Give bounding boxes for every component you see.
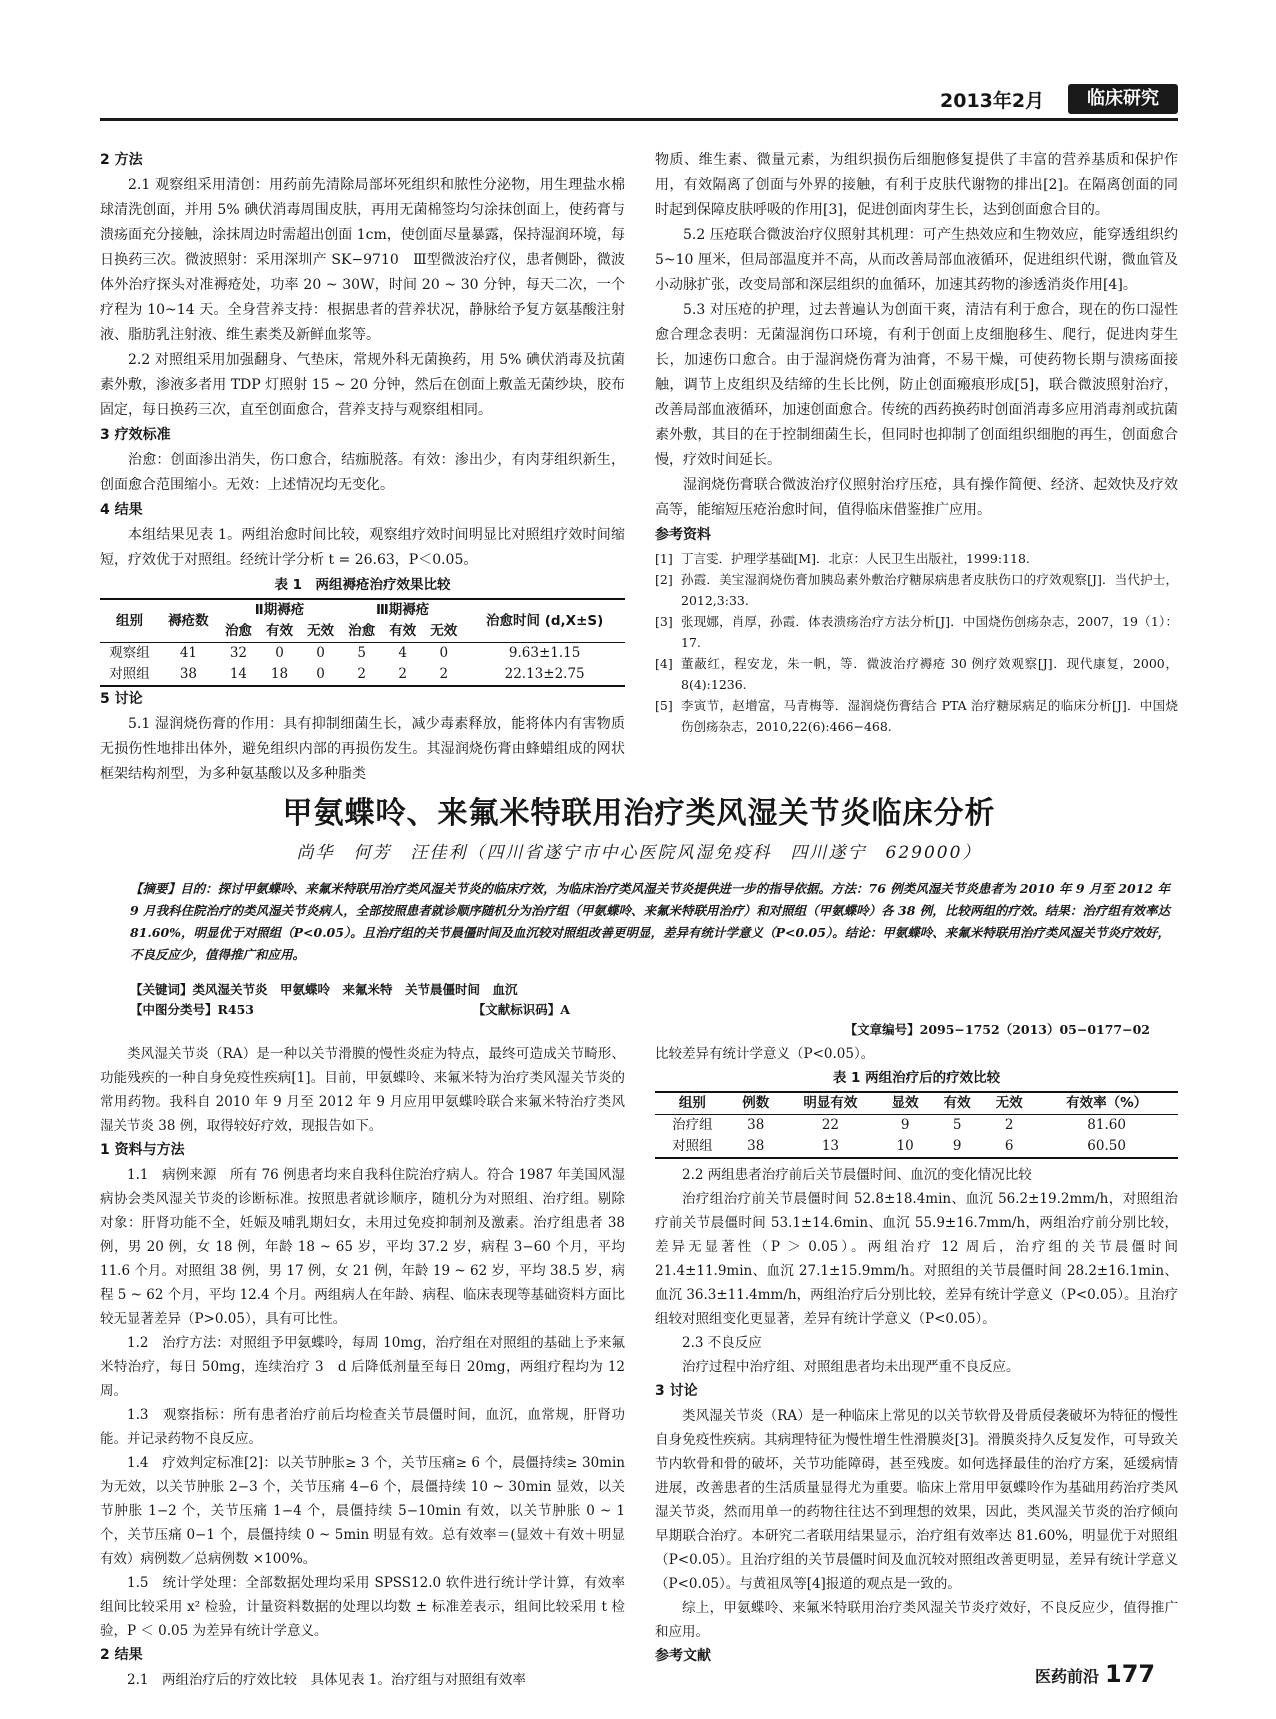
classification-line <box>130 1000 1170 1020</box>
table-header-cell: 有效 <box>266 623 293 639</box>
table-caption: 表 1 两组治疗后的疗效比较 <box>832 1070 1001 1086</box>
paragraph: 湿润烧伤膏联合微波治疗仪照射治疗压疮，具有操作简便、经济、起效快及疗效高等，能缩短压疮治愈时间，值得临床借鉴推广应用。 <box>655 477 1178 518</box>
table-cell: 81.60 <box>1035 1115 1178 1137</box>
section-heading: 3 疗效标准 <box>100 427 171 443</box>
paragraph: 1.5 统计学处理：全部数据处理均采用 SPSS12.0 软件进行统计学计算，有效率组间比较采用 x² 检验，计量资料数据的处理以均数 ± 标准差表示，组间比较采用 t 检验，P ＜ 0.05 为差异有统计学意义。 <box>100 1575 625 1639</box>
table-cell: 0 <box>259 643 300 665</box>
reference-item <box>655 653 1178 695</box>
subsection-heading: 2.3 不良反应 <box>682 1335 762 1351</box>
table-cell: 5 <box>341 643 382 665</box>
reference-item <box>655 695 1178 737</box>
table-header-cell: 褥疮数 <box>159 599 218 643</box>
table-header-cell: 组别 <box>655 1092 730 1115</box>
table-row <box>655 1115 1178 1137</box>
table-cell: 18 <box>259 664 300 686</box>
table-cell: 0 <box>300 664 341 686</box>
paragraph: 类风湿关节炎（RA）是一种临床上常见的以关节软骨及骨质侵袭破坏为特征的慢性自身免疫性疾病。其病理特征为慢性增生性滑膜炎[3]。滑膜炎持久反复发作，可导致关节内软骨和骨的破坏，关节功能障碍，甚至残废。如何选择最佳的治疗方案，延缓病情进展，改善患者的生活质量显得尤为重要。临床上常用甲氨蝶呤作为基础用药治疗类风湿关节炎，然而用单一的药物往往达不到理想的效果，因此，类风湿关节炎的治疗倾向早期联合治疗。本研究二者联用结果显示，治疗组有效率达 81.60%，明显优于对照组（P<0.05）。且治疗组的关节晨僵时间及血沉较对照组改善更明显，差异有统计学意义（P<0.05）。与黄祖凤等[4]报道的观点是一致的。 <box>655 1408 1178 1592</box>
efficacy-table <box>655 1091 1178 1159</box>
table-cell: 38 <box>730 1136 782 1158</box>
bedsore-results-table <box>100 598 625 687</box>
table-cell: 0 <box>423 643 464 665</box>
table-header-cell: 无效 <box>983 1092 1035 1115</box>
table-cell: 32 <box>218 643 259 665</box>
keywords: 【关键词】类风湿关节炎 甲氨蝶呤 来氟米特 关节晨僵时间 血沉 <box>130 982 518 997</box>
section-heading: 4 结果 <box>100 502 143 518</box>
table-cell: 对照组 <box>655 1136 730 1158</box>
paragraph: 2.2 对照组采用加强翻身、气垫床，常规外科无菌换药，用 5% 碘伏消毒及抗菌素外敷，渗液多者用 TDP 灯照射 15 ~ 20 分钟，然后在创面上敷盖无菌纱块，胶布固定，每日换药三次，直至创面愈合，营养支持与观察组相同。 <box>100 352 625 418</box>
table-cell: 5 <box>931 1115 983 1137</box>
issue-date: 2013年2月 <box>940 90 1045 112</box>
article-meta <box>130 980 1170 1037</box>
table-cell: 2 <box>423 664 464 686</box>
table-header-cell: 组别 <box>100 599 159 643</box>
page-footer <box>1035 1660 1155 1688</box>
section-badge: 临床研究 <box>1068 84 1178 114</box>
table-cell: 9 <box>931 1136 983 1158</box>
paragraph: 5.1 湿润烧伤膏的作用：具有抑制细菌生长，减少毒素释放，能将体内有害物质无损伤性地排出体外，避免组织内部的再损伤发生。其湿润烧伤膏由蜂蜡组成的网状框架结构剂型，为多种氨基酸以及多种脂类 <box>100 716 625 782</box>
table-cell: 41 <box>159 643 218 665</box>
reference-item <box>655 569 1178 611</box>
table-cell: 观察组 <box>100 643 159 665</box>
table-row <box>100 643 625 665</box>
reference-number: [4] <box>655 656 673 671</box>
table-caption: 表 1 两组褥疮治疗效果比较 <box>274 577 451 593</box>
table-cell: 治疗组 <box>655 1115 730 1137</box>
reference-number: [2] <box>655 572 673 587</box>
reference-number: [3] <box>655 614 673 629</box>
reference-item <box>655 611 1178 653</box>
reference-text: 李寅节，赵增富，马青梅等．湿润烧伤膏结合 PTA 治疗糖尿病足的临床分析[J]．中国烧伤创疡杂志，2010,22(6):466−468. <box>681 698 1178 734</box>
reference-number: [1] <box>655 551 673 566</box>
table-header-cell: 明显有效 <box>782 1092 879 1115</box>
journal-name: 医药前沿 <box>1035 1667 1100 1686</box>
table-cell: 4 <box>382 643 423 665</box>
paragraph: 5.2 压疮联合微波治疗仪照射其机理：可产生热效应和生物效应，能穿透组织约 5~10 厘米，但局部温度并不高，从而改善局部血液循环，促进组织代谢，微血管及小动脉扩张，改变局部和深层组织的血循环，加速其药物的渗透消炎作用[4]。 <box>655 227 1178 293</box>
references-heading: 参考文献 <box>655 1648 711 1664</box>
table-cell: 对照组 <box>100 664 159 686</box>
table-cell: 6 <box>983 1136 1035 1158</box>
paragraph: 物质、维生素、微量元素，为组织损伤后细胞修复提供了丰富的营养基质和保护作用，有效隔离了创面与外界的接触，有利于皮肤代谢物的排出[2]。在隔离创面的同时起到保障皮肤呼吸的作用[3]，促进创面肉芽生长，达到创面愈合目的。 <box>655 152 1178 218</box>
table-row <box>655 1136 1178 1158</box>
paragraph: 2.1 两组治疗后的疗效比较 具体见表 1。治疗组与对照组有效率 <box>127 1672 526 1688</box>
header-rule <box>100 118 1178 121</box>
paragraph: 1.2 治疗方法：对照组予甲氨蝶呤，每周 10mg，治疗组在对照组的基础上予来氟米特治疗，每日 50mg，连续治疗 3 d 后降低剂量至每日 20mg，两组疗程均为 12 周。 <box>100 1335 625 1399</box>
table-cell: 2 <box>341 664 382 686</box>
article-authors: 尚华 何芳 汪佳利（四川省遂宁市中心医院风湿免疫科 四川遂宁 629000） <box>296 843 982 863</box>
reference-item <box>655 548 1178 569</box>
paragraph: 综上，甲氨蝶呤、来氟米特联用治疗类风湿关节炎疗效好，不良反应少，值得推广和应用。 <box>655 1600 1178 1640</box>
table-cell: 9 <box>879 1115 931 1137</box>
section-heading: 3 讨论 <box>655 1383 698 1399</box>
reference-text: 张现娜，肖厚，孙霞．体表溃疡治疗方法分析[J]．中国烧伤创疡杂志，2007，19（1）：17. <box>681 614 1178 650</box>
table-cell: 22 <box>782 1115 879 1137</box>
paragraph: 1.4 疗效判定标准[2]：以关节肿胀≥ 3 个，关节压痛≥ 6 个，晨僵持续≥ 30min 为无效，以关节肿胀 2−3 个，关节压痛 4−6 个，晨僵持续 10 ~ 30min 显效，以关节肿胀 1−2 个，关节压痛 1−4 个，晨僵持续 5−10min 有效，以关节肿胀 0 ~ 1 个，关节压痛 0−1 个，晨僵持续 0 ~ 5min 明显有效。总有效率＝(显效＋有效＋明显有效）病例数／总病例数 ×100%。 <box>100 1455 625 1567</box>
table-cell: 38 <box>159 664 218 686</box>
prev-article-right-column <box>655 148 1178 737</box>
table-header-cell: 有效 <box>389 623 417 639</box>
table-cell: 9.63±1.15 <box>464 643 625 665</box>
table-cell: 13 <box>782 1136 879 1158</box>
table-header-cell: Ⅱ期褥疮 <box>218 599 341 621</box>
table-header-cell: 显效 <box>879 1092 931 1115</box>
reference-text: 董蔽红，程安龙，朱一帆，等．微波治疗褥疮 30 例疗效观察[J]．现代康复，2000，8(4):1236. <box>681 656 1178 692</box>
article-number: 【文章编号】2095−1752（2013）05−0177−02 <box>844 1022 1150 1037</box>
section-heading: 5 讨论 <box>100 691 143 707</box>
reference-text: 孙霞．美宝湿润烧伤膏加胰岛素外敷治疗糖尿病患者皮肤伤口的疗效观察[J]．当代护士，2012,3:33. <box>681 572 1178 608</box>
section-heading: 2 方法 <box>100 152 143 168</box>
paragraph: 比较差异有统计学意义（P<0.05）。 <box>655 1046 875 1062</box>
paragraph: 治疗过程中治疗组、对照组患者均未出现严重不良反应。 <box>682 1359 1020 1375</box>
table-header-cell: Ⅲ期褥疮 <box>341 599 464 621</box>
table-cell: 60.50 <box>1035 1136 1178 1158</box>
table-header-cell: 有效率（%） <box>1035 1092 1178 1115</box>
table-cell: 0 <box>300 643 341 665</box>
table-header-cell: 例数 <box>730 1092 782 1115</box>
page-number: 177 <box>1105 1660 1156 1688</box>
article-right-column <box>655 1042 1178 1669</box>
table-header-cell: 有效 <box>931 1092 983 1115</box>
paragraph: 本组结果见表 1。两组治愈时间比较，观察组疗效时间明显比对照组疗效时间缩短，疗效优于对照组。经统计学分析 t = 26.63，P＜0.05。 <box>100 527 625 568</box>
paragraph: 1.3 观察指标：所有患者治疗前后均检查关节晨僵时间，血沉，血常规，肝肾功能。并记录药物不良反应。 <box>100 1407 625 1447</box>
table-cell: 14 <box>218 664 259 686</box>
article-abstract: 【摘要】目的：探讨甲氨蝶呤、来氟米特联用治疗类风湿关节炎的临床疗效，为临床治疗类风湿关节炎提供进一步的指导依据。方法：76 例类风湿关节炎患者为 2010 年 9 月至 2012 年 9 月我科住院治疗的类风湿关节炎病人，全部按照患者就诊顺序随机分为治疗组（甲氨蝶呤、来氟米特联用治疗）和对照组（甲氨蝶呤）各 38 例，比较两组的疗效。结果：治疗组有效率达 81.60%，明显优于对照组（P<0.05）。且治疗组的关节晨僵时间及血沉较对照组改善更明显，差异有统计学意义（P<0.05）。结论：甲氨蝶呤、来氟米特联用治疗类风湿关节炎疗效好，不良反应少，值得推广和应用。 <box>130 881 1170 962</box>
article-left-column <box>100 1042 625 1692</box>
paragraph: 5.3 对压疮的护理，过去普遍认为创面干爽，清洁有利于愈合，现在的伤口湿性愈合理念表明：无菌湿润伤口环境，有利于创面上皮细胞移生、爬行，促进肉芽生长，加速伤口愈合。由于湿润烧伤膏为油膏，不易干燥，可使药物长期与溃疡面接触，调节上皮组织及结缔的生长比例，防止创面瘢痕形成[5]，联合微波照射治疗，改善局部血液循环，加速创面愈合。传统的西药换药时创面消毒多应用消毒剂或抗菌素外敷，其目的在于控制细菌生长，但同时也抑制了创面组织细胞的再生，创面愈合慢，疗效时间延长。 <box>655 302 1178 468</box>
table-header-cell: 无效 <box>430 623 458 639</box>
paragraph: 类风湿关节炎（RA）是一种以关节滑膜的慢性炎症为特点，最终可造成关节畸形、功能残疾的一种自身免疫性疾病[1]。目前，甲氨蝶呤、来氟米特为治疗类风湿关节炎的常用药物。我科自 2010 年 9 月至 2012 年 9 月应用甲氨蝶呤联合来氟米特治疗类风湿关节炎 38 例，取得较好疗效，现报告如下。 <box>100 1046 625 1134</box>
table-header-cell: 治愈时间 (d,X±S) <box>464 599 625 643</box>
paragraph: 治愈：创面渗出消失，伤口愈合，结痂脱落。有效：渗出少，有肉芽组织新生，创面愈合范围缩小。无效：上述情况均无变化。 <box>100 452 625 493</box>
subsection-heading: 2.2 两组患者治疗前后关节晨僵时间、血沉的变化情况比较 <box>682 1167 1032 1183</box>
reference-number: [5] <box>655 698 673 713</box>
table-cell: 38 <box>730 1115 782 1137</box>
table-header-cell: 治愈 <box>348 623 376 639</box>
paragraph: 治疗组治疗前关节晨僵时间 52.8±18.4min、血沉 56.2±19.2mm/h，对照组治疗前关节晨僵时间 53.1±14.6min、血沉 55.9±16.7mm/h，两组治疗前分别比较，差异无显著性（P ＞ 0.05）。两组治疗 12 周后，治疗组的关节晨僵时间 21.4±11.9min、血沉 27.1±15.9mm/h。对照组的关节晨僵时间 28.2±16.1min、血沉 36.3±11.4mm/h，两组治疗后分别比较，差异有统计学意义（P<0.05）。且治疗组较对照组变化更显著，差异有统计学意义（P<0.05）。 <box>655 1191 1178 1327</box>
table-cell: 2 <box>983 1115 1035 1137</box>
prev-article-left-column <box>100 148 625 787</box>
table-cell: 2 <box>382 664 423 686</box>
table-cell: 10 <box>879 1136 931 1158</box>
table-row <box>100 664 625 686</box>
table-header-cell: 治愈 <box>224 623 252 639</box>
table-cell: 22.13±2.75 <box>464 664 625 686</box>
reference-text: 丁言雯．护理学基础[M]．北京：人民卫生出版社，1999:118. <box>681 551 1030 566</box>
paragraph: 1.1 病例来源 所有 76 例患者均来自我科住院治疗病人。符合 1987 年美国风湿病协会类风湿关节炎的诊断标准。按照患者就诊顺序，随机分为对照组、治疗组。剔除对象：肝肾功能不全，妊娠及哺乳期妇女，未用过免疫抑制剂及激素。治疗组患者 38 例，男 20 例，女 18 例，年龄 18 ~ 65 岁，平均 37.2 岁，病程 3−60 个月，平均 11.6 个月。对照组 38 例，男 17 例，女 21 例，年龄 19 ~ 62 岁，平均 38.5 岁，病程 5 ~ 62 个月，平均 12.4 个月。两组病人在年龄、病程、临床表现等基础资料方面比较无显著差异（P>0.05），具有可比性。 <box>100 1167 625 1327</box>
table-header-cell: 无效 <box>307 623 335 639</box>
section-heading: 2 结果 <box>100 1647 143 1663</box>
document-code: 【文献标识码】A <box>472 1002 570 1017</box>
section-heading: 1 资料与方法 <box>100 1142 185 1158</box>
paragraph: 2.1 观察组采用清创：用药前先清除局部坏死组织和脓性分泌物，用生理盐水棉球清洗创面，并用 5% 碘伏消毒周围皮肤，再用无菌棉签均匀涂抹创面上，使药膏与溃疡面充分接触，涂抹周边时需超出创面 1cm，使创面尽量暴露，保持湿润环境，每日换药三次。微波照射：采用深圳产 SK−9710 Ⅲ型微波治疗仪，患者侧卧，微波体外治疗探头对准褥疮处，功率 20 ~ 30W，时间 20 ~ 30 分钟，每天二次，一个疗程为 10~14 天。全身营养支持：根据患者的营养状况，静脉给予复方氨基酸注射液、脂肪乳注射液、维生素类及新鲜血浆等。 <box>100 177 625 343</box>
article-title: 甲氨蝶呤、来氟米特联用治疗类风湿关节炎临床分析 <box>282 796 996 831</box>
references-heading: 参考资料 <box>655 527 711 543</box>
clc-number: 【中图分类号】R453 <box>130 1002 254 1017</box>
